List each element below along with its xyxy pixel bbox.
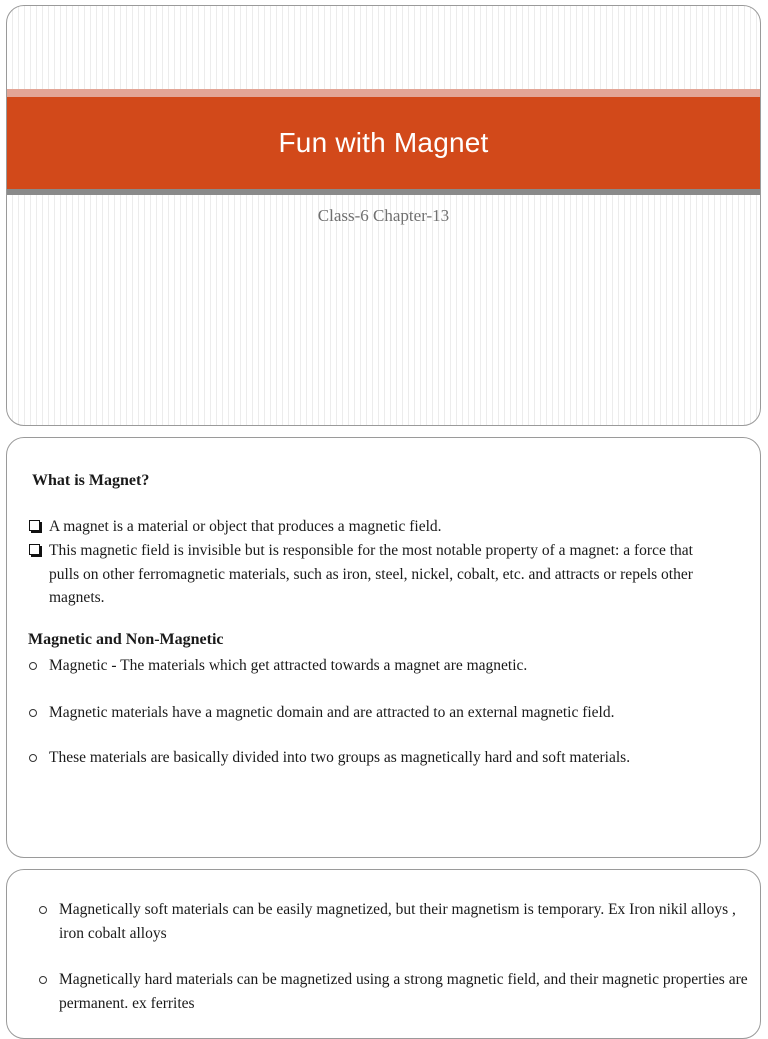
title-slide <box>6 5 761 426</box>
list-item <box>26 539 726 610</box>
checkbox-square-icon <box>29 544 40 555</box>
list-item-text: Magnetically hard materials can be magnetized using a strong magnetic field, and their magnetic properties are permanent. ex ferrites <box>59 971 748 1012</box>
circle-bullet-icon <box>29 662 37 670</box>
circle-bullet-icon <box>39 906 47 914</box>
slide-subtitle: Class-6 Chapter-13 <box>317 206 450 225</box>
list-item <box>28 701 728 725</box>
section-subheading: Magnetic and Non-Magnetic <box>28 631 224 648</box>
content-slide-soft-hard-materials <box>6 869 761 1039</box>
list-item <box>28 654 728 678</box>
list-item-text: Magnetic - The materials which get attracted towards a magnet are magnetic. <box>49 657 528 674</box>
list-item <box>28 746 728 770</box>
title-band <box>7 97 760 189</box>
title-band-accent <box>7 89 760 97</box>
list-item-text: These materials are basically divided into two groups as magnetically hard and soft materials. <box>49 749 631 766</box>
section-heading: What is Magnet? <box>32 472 150 489</box>
list-item <box>38 968 748 1015</box>
list-item <box>26 515 726 539</box>
title-band-divider <box>7 189 760 195</box>
list-item-text: A magnet is a material or object that produces a magnetic field. <box>49 518 442 535</box>
checkbox-square-icon <box>29 520 40 531</box>
circle-bullet-icon <box>29 709 37 717</box>
circle-bullet-icon <box>39 976 47 984</box>
list-item-text: This magnetic field is invisible but is responsible for the most notable property of a magnet: a force that pulls on other ferromagnetic materials, such as iron, steel, nickel, cobalt, etc. and attracts or repels other magnets. <box>49 542 693 606</box>
content-slide-what-is-magnet <box>6 437 761 858</box>
list-item <box>38 898 748 945</box>
circle-bullet-icon <box>29 754 37 762</box>
list-item-text: Magnetic materials have a magnetic domain and are attracted to an external magnetic field. <box>49 704 615 721</box>
slide-title: Fun with Magnet <box>278 127 489 158</box>
list-item-text: Magnetically soft materials can be easily magnetized, but their magnetism is temporary. Ex Iron nikil alloys , iron cobalt alloys <box>59 901 736 942</box>
